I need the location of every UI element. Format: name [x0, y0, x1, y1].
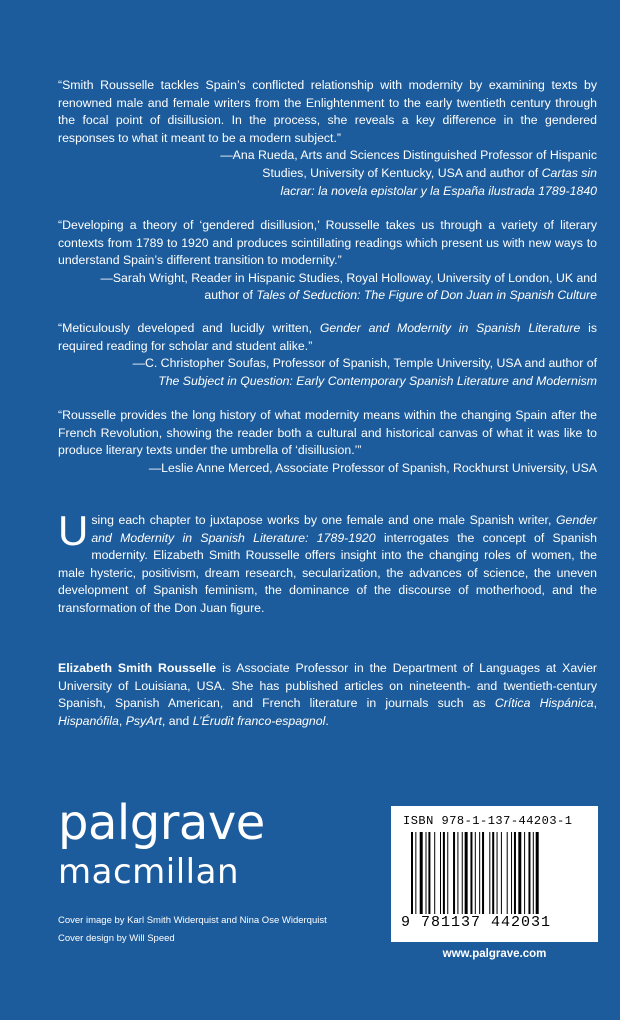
logo-line-2: macmillan: [58, 852, 239, 892]
quote-attribution: [58, 460, 597, 478]
attribution-lead: —Sarah Wright, Reader in Hispanic Studies, Royal Holloway, University of London, UK and: [100, 270, 597, 285]
barcode-bar: [434, 832, 435, 914]
attribution-book-title-cont: lacrar: la novela epistolar y la España ilustrada 1789-1840: [280, 183, 597, 198]
book-description: [58, 507, 597, 618]
cover-credits: [58, 912, 327, 948]
barcode-bar: [470, 832, 472, 914]
attribution-lead: —Ana Rueda, Arts and Sciences Distinguished Professor of Hispanic: [220, 148, 597, 163]
author-bio: [58, 660, 597, 730]
description-text: sing each chapter to juxtapose works by one female and one male Spanish writer,: [91, 513, 552, 527]
barcode-bar: [524, 832, 525, 914]
endorsement-quote-4: [58, 407, 597, 477]
endorsement-quote-3: [58, 320, 597, 390]
attribution-book-title: Cartas sin: [541, 165, 597, 180]
book-title: Gender and Modernity in Spanish Literature: 1789-1920: [91, 513, 597, 545]
barcode-bar: [411, 832, 413, 914]
barcode-bar: [420, 832, 423, 914]
publisher-website: www.palgrave.com: [391, 942, 598, 966]
barcode-bar: [482, 832, 484, 914]
barcode-bar: [426, 832, 427, 914]
bio-text: is Associate Professor in the Department of Languages at Xavier University of Louisiana, USA. She has published articles on nineteenth- and twentieth-century Spanish, Spanish American, and French literature in journals such as: [58, 661, 597, 711]
cover-design-credit: Cover design by Will Speed: [58, 933, 175, 944]
barcode-bar: [528, 832, 530, 914]
barcode-bar: [536, 832, 539, 914]
barcode-panel: [391, 806, 598, 966]
quote-book-title: Gender and Modernity in Spanish Literature: [319, 321, 581, 335]
endorsement-quote-2: [58, 217, 597, 305]
separator: ,: [593, 696, 597, 711]
barcode-bar: [443, 832, 445, 914]
logo-line-1: palgrave: [58, 795, 265, 851]
barcode-icon: [411, 832, 579, 914]
quote-attribution: [58, 147, 597, 200]
barcode-bar: [489, 832, 490, 914]
barcode-number: 9 781137 442031: [401, 914, 552, 931]
quote-attribution: [58, 355, 597, 390]
barcode-bar: [428, 832, 430, 914]
barcode-bar: [533, 832, 534, 914]
journal-name: PsyArt: [125, 713, 162, 728]
attribution-lead: —Leslie Anne Merced, Associate Professor of Spanish, Rockhurst University, USA: [148, 460, 597, 475]
quote-text: “Developing a theory of ‘gendered disillusion,’ Rousselle takes us through a variety of literary contexts from 1789 to 1920 and produces scintillating readings which present us with new ways to understand Spain’s different transition to modernity.”: [58, 218, 597, 268]
description-text-cont: interrogates the concept of Spanish modernity. Elizabeth Smith Rousselle offers insight into the changing roles of women, the male hysteric, positivism, dream research, secularization, the advances of science, the uneven development of Spanish feminism, the dominance of the discourse of motherhood, and the transformation of the Don Juan figure.: [58, 530, 597, 615]
quote-text: [58, 320, 597, 355]
endorsement-quote-1: [58, 77, 597, 200]
cover-image-credit: Cover image by Karl Smith Widerquist and Nina Ose Widerquist: [58, 915, 327, 926]
journal-name: L’Érudit franco-espagnol: [192, 713, 326, 728]
separator: .: [325, 713, 329, 728]
separator: , and: [161, 713, 190, 728]
quote-text-part: “Meticulously developed and lucidly written,: [58, 321, 313, 335]
drop-cap: U: [58, 507, 89, 554]
barcode-bar: [501, 832, 502, 914]
barcode-bar: [514, 832, 516, 914]
attribution-book-title: Tales of Seduction: The Figure of Don Juan in Spanish Culture: [256, 288, 597, 303]
barcode-bar: [511, 832, 512, 914]
journal-name: Hispanófila: [58, 713, 119, 728]
attribution-line2: Studies, University of Kentucky, USA and author of: [262, 165, 539, 180]
separator: ,: [118, 713, 123, 728]
quote-text: “Rousselle provides the long history of what modernity means within the changing Spain after the French Revolution, showing the reader both a cultural and historical canvas of what it was like to produce literary texts under the umbrella of ‘disillusion.’”: [58, 408, 597, 458]
barcode-bar: [447, 832, 448, 914]
barcode-bar: [465, 832, 468, 914]
isbn-label: ISBN 978-1-137-44203-1: [403, 814, 573, 828]
barcode-bar: [453, 832, 455, 914]
barcode-bar: [492, 832, 494, 914]
quote-text: “Smith Rousselle tackles Spain’s conflicted relationship with modernity by examining texts by renowned male and female writers from the Enlightenment to the early twentieth century through the focal point of disillusion. In the process, she reveals a key difference in the gendered responses to what it meant to be a modern subject.”: [58, 78, 597, 145]
barcode-bar: [457, 832, 458, 914]
barcode-bar: [440, 832, 441, 914]
attribution-book-title: The Subject in Question: Early Contemporary Spanish Literature and Modernism: [158, 373, 597, 388]
attribution-line2: author of: [204, 288, 253, 303]
quote-text-part: is required reading for scholar and student alike.”: [58, 321, 598, 353]
barcode-bar: [415, 832, 416, 914]
barcode-bar: [497, 832, 498, 914]
barcode-bar: [518, 832, 521, 914]
barcode-bar: [475, 832, 476, 914]
barcode-bar: [462, 832, 463, 914]
attribution-lead: —C. Christopher Soufas, Professor of Spanish, Temple University, USA and author of: [132, 356, 597, 371]
journal-name: Crítica Hispánica: [494, 696, 594, 711]
author-name: Elizabeth Smith Rousselle: [58, 661, 217, 675]
publisher-logo: [58, 795, 265, 892]
quote-attribution: [58, 270, 597, 305]
barcode-bar: [507, 832, 508, 914]
barcode-bar: [479, 832, 480, 914]
